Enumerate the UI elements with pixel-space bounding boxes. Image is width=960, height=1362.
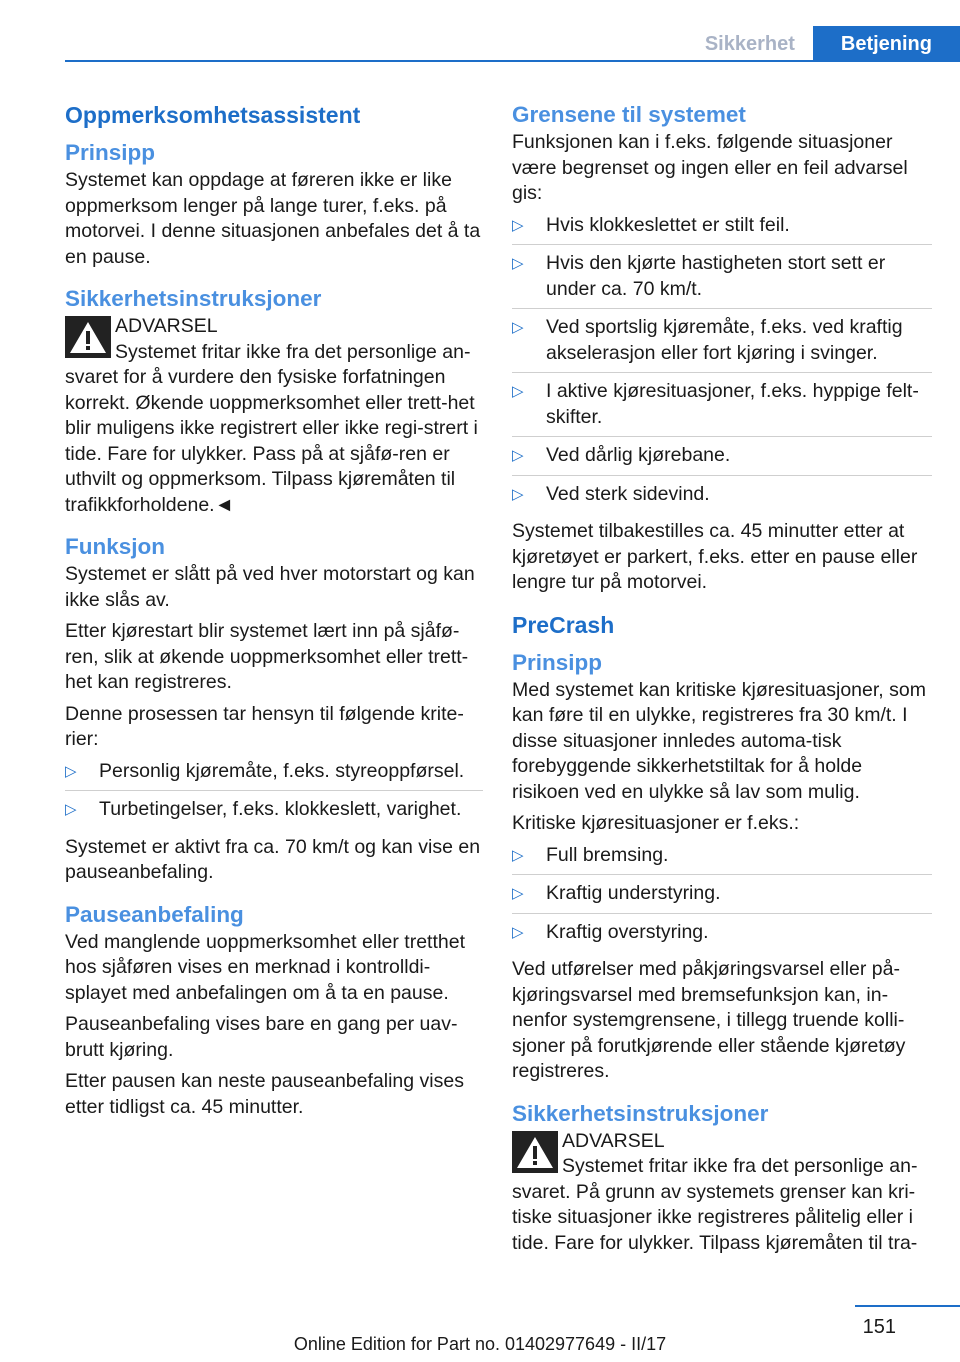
heading-grensene-til-systemet: Grensene til systemet <box>512 102 746 127</box>
header-tabs <box>687 26 960 62</box>
list-item: ▷ Kraftig understyring. <box>512 881 932 913</box>
list-item: ▷ Ved sterk sidevind. <box>512 482 932 514</box>
list-item: ▷ Ved sportslig kjøremåte, f.eks. ved kraftig akselerasjon eller fort kjøring i svinger. <box>512 316 903 364</box>
paragraph: Funksjonen kan i f.eks. følgende situasjoner være begrenset og ingen eller en feil advarsel gis: <box>512 131 908 204</box>
heading-prinsipp: Prinsipp <box>512 649 603 675</box>
list-item: ▷ Full bremsing. <box>512 843 932 875</box>
heading-prinsipp: Prinsipp <box>65 140 156 165</box>
warning-text: svaret for å vurdere den fysiske forfatningen korrekt. Økende uoppmerksomhet eller trett-het blir muligens ikke registrert eller ikke regi-strert i tide. Fare for ulykker. Pass på at sjåfø-ren er uthvilt og oppmerksom. Tilpass kjøremåten til trafikkforholdene.◄ <box>65 366 478 516</box>
header-rule <box>65 60 960 62</box>
warning-text-first-line: Systemet fritar ikke fra det personlige an- <box>115 340 471 363</box>
paragraph: Systemet er slått på ved hver motorstart og kan ikke slås av. <box>65 563 475 611</box>
section-title-precrash: PreCrash <box>512 611 615 638</box>
triangle-bullet-icon: ▷ <box>65 762 77 780</box>
list-item: ▷ Hvis klokkeslettet er stilt feil. <box>512 213 932 245</box>
paragraph: Ved manglende uoppmerksomhet eller tretthet hos sjåføren vises en merknad i kontrolldi-splayet med anbefalingen om å ta en pause. <box>65 930 465 1004</box>
critical-situations-list <box>512 843 932 952</box>
paragraph: Etter pausen kan neste pauseanbefaling vises etter tidligst ca. 45 minutter. <box>65 1070 464 1118</box>
criteria-list <box>65 759 483 829</box>
paragraph: Denne prosessen tar hensyn til følgende krite-rier: <box>65 702 464 750</box>
warning-text-first-line: Systemet fritar ikke fra det personlige an- <box>562 1155 918 1177</box>
heading-pauseanbefaling: Pauseanbefaling <box>65 901 244 927</box>
triangle-bullet-icon: ▷ <box>512 216 524 234</box>
warning-text: svaret. På grunn av systemets grenser kan kri-tiske situasjoner ikke registreres pålitelig eller i tide. Fare for ulykker. Tilpass kjøremåten til tra- <box>512 1180 918 1254</box>
warning-block <box>65 314 483 365</box>
warning-block <box>512 1129 932 1180</box>
page-number: 151 <box>862 1316 896 1338</box>
left-column <box>65 100 483 1126</box>
list-item: ▷ Turbetingelser, f.eks. klokkeslett, varighet. <box>65 797 483 829</box>
list-item: ▷ I aktive kjøresituasjoner, f.eks. hyppige felt-skifter. <box>512 380 919 428</box>
right-column <box>512 100 932 1262</box>
list-item: ▷ Ved dårlig kjørebane. <box>512 443 932 475</box>
warning-label: ADVARSEL <box>115 315 218 337</box>
paragraph: Kritiske kjøresituasjoner er f.eks.: <box>512 812 800 834</box>
tab-betjening[interactable]: Betjening <box>813 26 960 62</box>
paragraph: Etter kjørestart blir systemet lært inn på sjåfø-ren, slik at økende uoppmerksomhet eller trett-het kan registreres. <box>65 620 469 693</box>
paragraph: Med systemet kan kritiske kjøresituasjoner, som kan føre til en ulykke, registreres fra 30 km/t. I disse situasjoner innledes automa-tisk forebyggende sikkerhetstiltak for å holde risikoen ved en ulykke så lav som mulig. <box>512 678 926 803</box>
triangle-bullet-icon: ▷ <box>512 319 524 336</box>
triangle-bullet-icon: ▷ <box>512 255 524 272</box>
list-item: ▷ Personlig kjøremåte, f.eks. styreoppførsel. <box>65 759 483 791</box>
heading-sikkerhetsinstruksjoner: Sikkerhetsinstruksjoner <box>65 286 322 311</box>
triangle-bullet-icon: ▷ <box>512 885 524 902</box>
triangle-bullet-icon: ▷ <box>512 846 524 864</box>
heading-sikkerhetsinstruksjoner: Sikkerhetsinstruksjoner <box>512 1100 769 1126</box>
tab-sikkerhet[interactable]: Sikkerhet <box>687 26 813 62</box>
warning-icon <box>512 1131 558 1173</box>
footer-rule <box>855 1305 960 1307</box>
triangle-bullet-icon: ▷ <box>512 485 524 503</box>
list-item: ▷ Kraftig overstyring. <box>512 920 932 952</box>
triangle-bullet-icon: ▷ <box>65 801 77 818</box>
section-title-oppmerksomhetsassistent: Oppmerksomhetsassistent <box>65 102 361 128</box>
limits-list <box>512 213 932 514</box>
paragraph: Ved utførelser med påkjøringsvarsel eller på-kjøringsvarsel med bremsefunksjon kan, in-nenfor systemgrensene, i tillegg truende kolli-sjoner på forutkjørende eller stående kjøretøy registreres. <box>512 958 906 1082</box>
heading-funksjon: Funksjon <box>65 534 165 559</box>
paragraph: Systemet er aktivt fra ca. 70 km/t og kan vise en pauseanbefaling. <box>65 835 481 883</box>
paragraph: Systemet tilbakestilles ca. 45 minutter etter at kjøretøyet er parkert, f.eks. etter en pause eller lengre tur på motorvei. <box>512 520 918 593</box>
triangle-bullet-icon: ▷ <box>512 923 524 941</box>
triangle-bullet-icon: ▷ <box>512 447 524 464</box>
warning-icon <box>65 316 111 358</box>
triangle-bullet-icon: ▷ <box>512 383 524 400</box>
warning-label: ADVARSEL <box>562 1129 665 1152</box>
paragraph: Systemet kan oppdage at føreren ikke er like oppmerksom lenger på lange turer, f.eks. på motorvei. I denne situasjonen anbefales det å ta en pause. <box>65 169 481 268</box>
edition-footer: Online Edition for Part no. 01402977649 - II/17 <box>293 1334 667 1354</box>
list-item: ▷ Hvis den kjørte hastigheten stort sett er under ca. 70 km/t. <box>512 252 886 300</box>
paragraph: Pauseanbefaling vises bare en gang per uav-brutt kjøring. <box>65 1013 458 1061</box>
